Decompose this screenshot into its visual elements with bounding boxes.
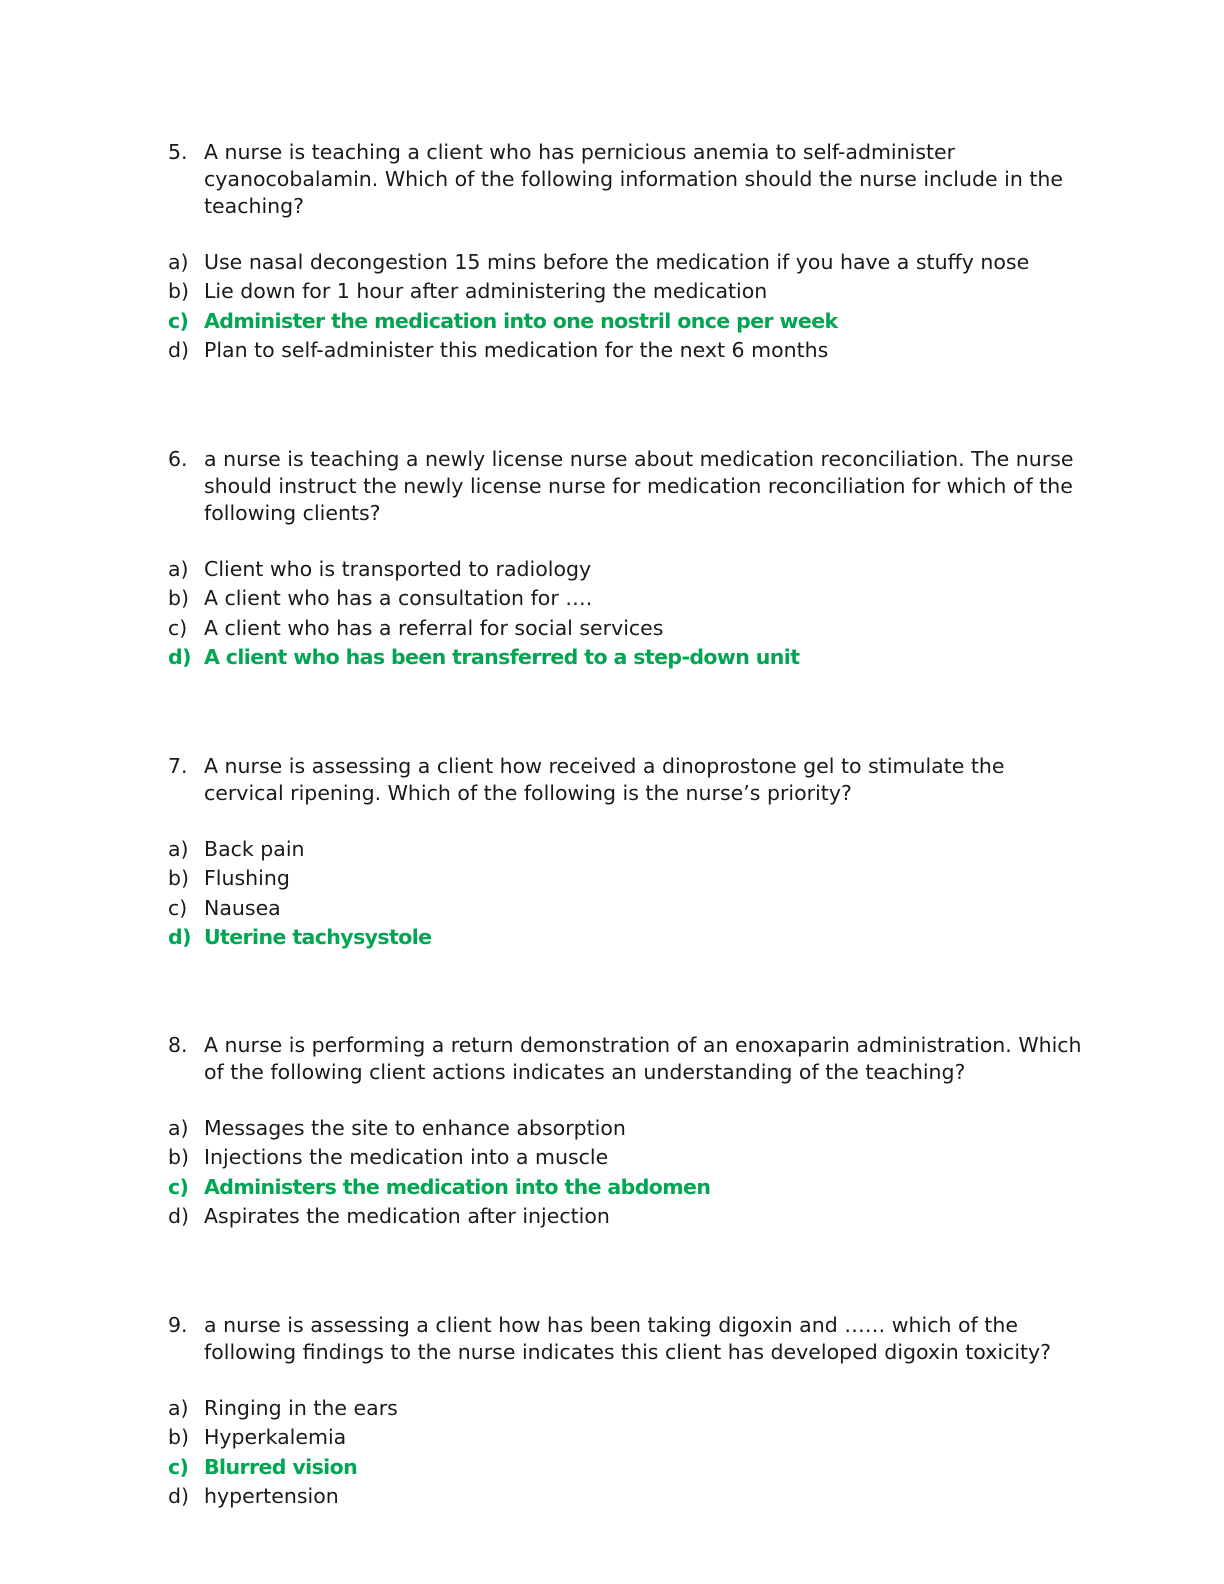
option-text: Plan to self-administer this medication for the next 6 months xyxy=(204,337,829,362)
question-stem xyxy=(168,139,1088,220)
question-number: 7. xyxy=(168,754,188,778)
option-letter: b) xyxy=(168,279,190,304)
option-letter: b) xyxy=(168,586,190,611)
question-number: 6. xyxy=(168,447,188,471)
option-text: Uterine tachysystole xyxy=(204,924,432,949)
answer-option-a xyxy=(168,1394,1088,1423)
option-text: A client who has a referral for social services xyxy=(204,615,664,640)
option-text: Messages the site to enhance absorption xyxy=(204,1116,626,1140)
option-letter: a) xyxy=(168,1396,189,1420)
option-text: A client who has a consultation for …. xyxy=(204,586,593,611)
question-6 xyxy=(168,446,1088,672)
answer-option-b xyxy=(168,1423,1088,1452)
option-text: Use nasal decongestion 15 mins before the medication if you have a stuffy nose xyxy=(204,250,1030,274)
answer-option-a xyxy=(168,555,1088,584)
answer-option-c xyxy=(168,894,1088,923)
question-7 xyxy=(168,753,1088,952)
option-letter: a) xyxy=(168,250,189,274)
question-text: a nurse is teaching a newly license nurse about medication reconciliation. The nurse should instruct the newly license nurse for medication reconciliation for which of the following clients? xyxy=(204,447,1074,525)
question-stem xyxy=(168,1032,1088,1086)
answer-option-d xyxy=(168,1482,1088,1511)
answer-option-a xyxy=(168,248,1088,277)
answer-options xyxy=(168,1114,1088,1231)
option-letter: b) xyxy=(168,1145,190,1170)
question-5 xyxy=(168,139,1088,365)
question-text: A nurse is performing a return demonstration of an enoxaparin administration. Which of the following client actions indicates an understanding of the teaching? xyxy=(204,1033,1082,1084)
option-text: Administers the medication into the abdomen xyxy=(204,1174,711,1199)
option-text: Back pain xyxy=(204,837,305,861)
option-letter: c) xyxy=(168,895,188,920)
option-letter: b) xyxy=(168,866,190,891)
option-letter: a) xyxy=(168,557,189,581)
option-text: Ringing in the ears xyxy=(204,1396,398,1420)
option-letter: c) xyxy=(168,308,189,333)
option-letter: a) xyxy=(168,837,189,861)
answer-option-b xyxy=(168,277,1088,306)
question-8 xyxy=(168,1032,1088,1231)
option-letter: b) xyxy=(168,1425,190,1450)
option-letter: a) xyxy=(168,1116,189,1140)
answer-option-c xyxy=(168,614,1088,643)
answer-option-b xyxy=(168,1143,1088,1172)
option-text: Blurred vision xyxy=(204,1454,358,1479)
option-letter: c) xyxy=(168,1454,189,1479)
correct-answer-option-d xyxy=(168,923,1088,952)
option-letter: c) xyxy=(168,1174,189,1199)
option-letter: c) xyxy=(168,615,188,640)
answer-option-a xyxy=(168,835,1088,864)
answer-options xyxy=(168,835,1088,952)
option-text: Lie down for 1 hour after administering the medication xyxy=(204,279,768,304)
question-stem xyxy=(168,1312,1088,1366)
question-9 xyxy=(168,1312,1088,1511)
option-text: Client who is transported to radiology xyxy=(204,557,592,581)
correct-answer-option-c xyxy=(168,1453,1088,1482)
option-text: Aspirates the medication after injection xyxy=(204,1203,610,1228)
answer-option-b xyxy=(168,584,1088,613)
option-letter: d) xyxy=(168,337,190,362)
answer-options xyxy=(168,1394,1088,1511)
answer-options xyxy=(168,248,1088,365)
option-text: A client who has been transferred to a step-down unit xyxy=(204,644,800,669)
option-letter: d) xyxy=(168,924,191,949)
option-text: Nausea xyxy=(204,895,281,920)
question-number: 8. xyxy=(168,1033,188,1057)
question-number: 9. xyxy=(168,1313,188,1337)
answer-option-b xyxy=(168,864,1088,893)
answer-options xyxy=(168,555,1088,672)
question-text: A nurse is assessing a client how received a dinoprostone gel to stimulate the cervical ripening. Which of the following is the nurse’s priority? xyxy=(204,754,1005,805)
answer-option-a xyxy=(168,1114,1088,1143)
option-text: Flushing xyxy=(204,866,290,891)
correct-answer-option-c xyxy=(168,307,1088,336)
option-text: Hyperkalemia xyxy=(204,1425,347,1450)
correct-answer-option-c xyxy=(168,1173,1088,1202)
answer-option-d xyxy=(168,1202,1088,1231)
option-letter: d) xyxy=(168,1483,190,1508)
question-stem xyxy=(168,753,1088,807)
option-letter: d) xyxy=(168,644,191,669)
answer-option-d xyxy=(168,336,1088,365)
question-number: 5. xyxy=(168,140,188,164)
option-letter: d) xyxy=(168,1203,190,1228)
question-stem xyxy=(168,446,1088,527)
option-text: Injections the medication into a muscle xyxy=(204,1145,609,1170)
option-text: hypertension xyxy=(204,1483,339,1508)
option-text: Administer the medication into one nostril once per week xyxy=(204,308,838,333)
correct-answer-option-d xyxy=(168,643,1088,672)
question-text: a nurse is assessing a client how has been taking digoxin and …… which of the following findings to the nurse indicates this client has developed digoxin toxicity? xyxy=(204,1313,1052,1364)
question-text: A nurse is teaching a client who has pernicious anemia to self-administer cyanocobalamin. Which of the following information should the nurse include in the teaching? xyxy=(204,140,1063,218)
